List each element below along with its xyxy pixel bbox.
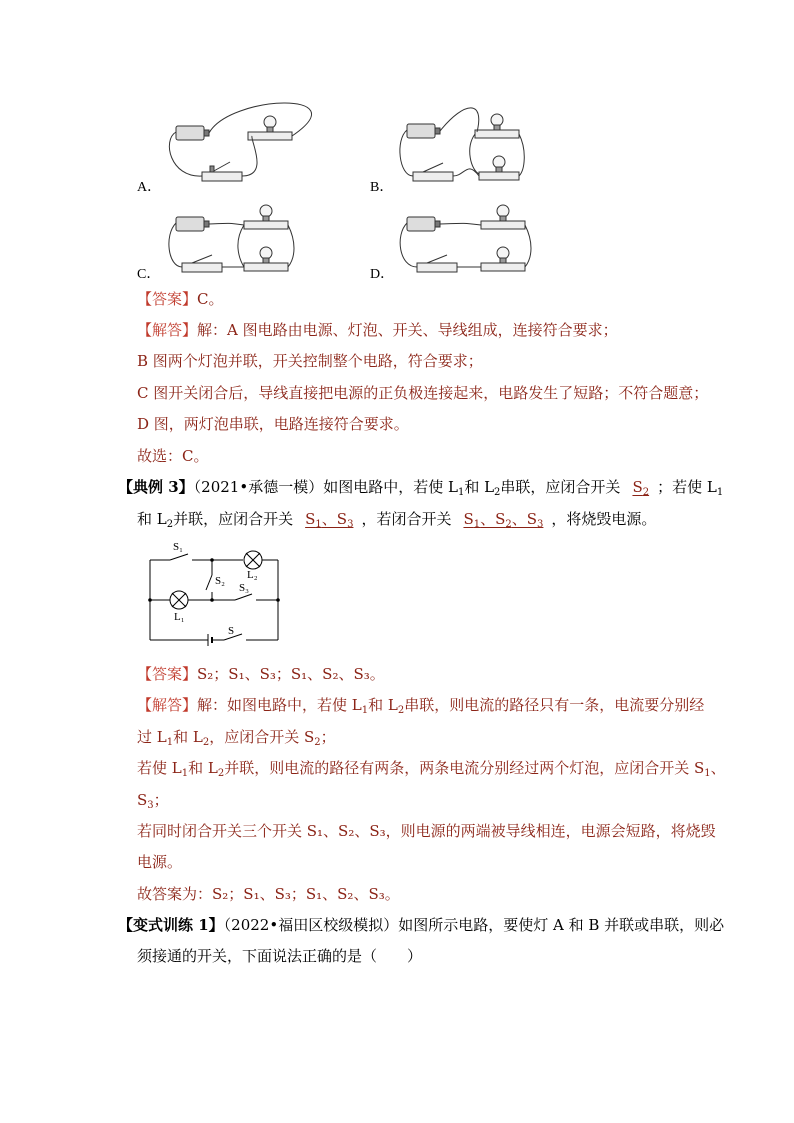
sub: 1 (166, 737, 174, 748)
example-3-line-1 (118, 477, 723, 497)
answer-tag-2: 【答案】 (137, 665, 198, 683)
option-b-label: B． (370, 180, 394, 195)
text-fragment: 如图电路中，若使 L (323, 478, 458, 496)
variant-1-text-1: （2022•福田区校级模拟）如图所示电路，要使灯 A 和 B 并联或串联，则必 (223, 916, 725, 934)
circuit-figure-a (160, 100, 360, 190)
text-fragment: 、 (710, 759, 726, 777)
example-3-explain-3 (137, 758, 726, 778)
answer-line (137, 289, 224, 309)
text-fragment: ； (320, 728, 336, 746)
sub: 2 (642, 487, 650, 498)
example-3-explain-5: 若同时闭合开关三个开关 S₁、S₂、S₃，则电源的两端被导线相连，电源会短路，将烧毁 (137, 822, 716, 840)
sub: 1 (473, 519, 481, 530)
sub: 2 (494, 487, 501, 498)
sub: 2 (505, 519, 512, 530)
choose-line: 故选：C。 (137, 447, 209, 465)
circuit-diagram-svg (140, 540, 290, 650)
circuit-figure-b (395, 100, 525, 190)
example-3-explain-6: 电源。 (137, 853, 183, 871)
explain-tag-2: 【解答】 (137, 696, 198, 714)
sub: 3 (537, 519, 544, 530)
sub: 1 (704, 768, 711, 779)
sub: 2 (314, 737, 321, 748)
example-3-answer (137, 664, 385, 684)
example-3-tag: 【典例 3】 (118, 478, 194, 496)
sub: 1 (361, 705, 369, 716)
text-fragment: ； (153, 791, 169, 809)
example-3-final: 故答案为：S₂；S₁、S₃；S₁、S₂、S₃。 (137, 885, 400, 903)
answer-tag: 【答案】 (137, 290, 198, 308)
sub: 2 (202, 737, 210, 748)
answer-blank-2 (293, 510, 361, 528)
text-fragment: 并联，应闭合开关 (173, 510, 294, 528)
text-fragment: 和 L (188, 759, 218, 777)
text-fragment: 和 L (464, 478, 495, 496)
text-fragment: 、S (511, 510, 538, 528)
label-l2: L₂ (247, 569, 258, 581)
label-l1: L₁ (174, 611, 185, 623)
explain-line-3: C 图开关闭合后，导线直接把电源的正负极连接起来，电路发生了短路；不符合题意； (137, 384, 709, 402)
text-fragment: 若使 L (137, 759, 182, 777)
explain-text-1: 解：A 图电路由电源、灯泡、开关、导线组成，连接符合要求； (197, 321, 618, 339)
sub: 2 (397, 705, 405, 716)
label-s1: S₁ (173, 541, 183, 553)
text-fragment: ，若闭合开关 (361, 510, 452, 528)
text-fragment: S (463, 510, 474, 528)
sub: 3 (347, 519, 354, 530)
explain-tag: 【解答】 (137, 321, 198, 339)
text-fragment: 解：如图电路中，若使 L (197, 696, 362, 714)
text-fragment: ；若使 L (657, 478, 717, 496)
option-c-label: C． (137, 267, 161, 282)
option-a-label: A． (137, 180, 162, 195)
sub: 1 (181, 768, 189, 779)
variant-1-line-2: 须接通的开关，下面说法正确的是（ ） (137, 947, 423, 965)
text-fragment: 、S (480, 510, 506, 528)
sub: 1 (315, 519, 322, 530)
answer-blank-1 (620, 478, 657, 496)
example-3-explain-4 (137, 790, 169, 810)
text-fragment: 过 L (137, 728, 167, 746)
text-fragment: 串联，应闭合开关 (500, 478, 621, 496)
answer-value: C。 (197, 290, 224, 308)
sub: 1 (716, 487, 724, 498)
text-fragment: S (305, 510, 316, 528)
label-s: S (228, 625, 235, 637)
text-fragment: ，将烧毁电源。 (551, 510, 657, 528)
text-fragment: 和 L (173, 728, 203, 746)
example-3-explain-1 (137, 695, 704, 715)
circuit-diagram (140, 540, 290, 650)
text-fragment: ，应闭合开关 S (209, 728, 315, 746)
label-s3: S₃ (239, 582, 249, 594)
explain-line-1 (137, 320, 618, 340)
example-3-explain-2 (137, 727, 336, 747)
option-d-label: D． (370, 267, 395, 282)
text-fragment: 和 L (368, 696, 398, 714)
text-fragment: S (632, 478, 643, 496)
variant-1-tag: 【变式训练 1】 (118, 916, 224, 934)
variant-1-line-1 (118, 915, 724, 935)
sub: 2 (166, 519, 174, 530)
explain-line-2: B 图两个灯泡并联，开关控制整个电路，符合要求； (137, 352, 483, 370)
text-fragment: S (137, 791, 148, 809)
example-3-line-2 (137, 509, 656, 529)
text-fragment: 和 L (137, 510, 167, 528)
sub: 2 (217, 768, 225, 779)
answer-blank-3 (451, 510, 551, 528)
circuit-figure-c (160, 195, 300, 285)
sub: 1 (457, 487, 465, 498)
text-fragment: 串联，则电流的路径只有一条，电流要分别经 (404, 696, 705, 714)
label-s2: S₂ (215, 575, 225, 587)
sub: 3 (147, 800, 154, 811)
example-3-source: （2021•承德一模） (193, 478, 324, 496)
text-fragment: 、S (321, 510, 348, 528)
circuit-figure-d (395, 195, 535, 285)
explain-line-4: D 图，两灯泡串联，电路连接符合要求。 (137, 415, 409, 433)
text-fragment: 并联，则电流的路径有两条，两条电流分别经过两个灯泡，应闭合开关 S (224, 759, 705, 777)
answer-text-2: S₂；S₁、S₃；S₁、S₂、S₃。 (197, 665, 385, 683)
